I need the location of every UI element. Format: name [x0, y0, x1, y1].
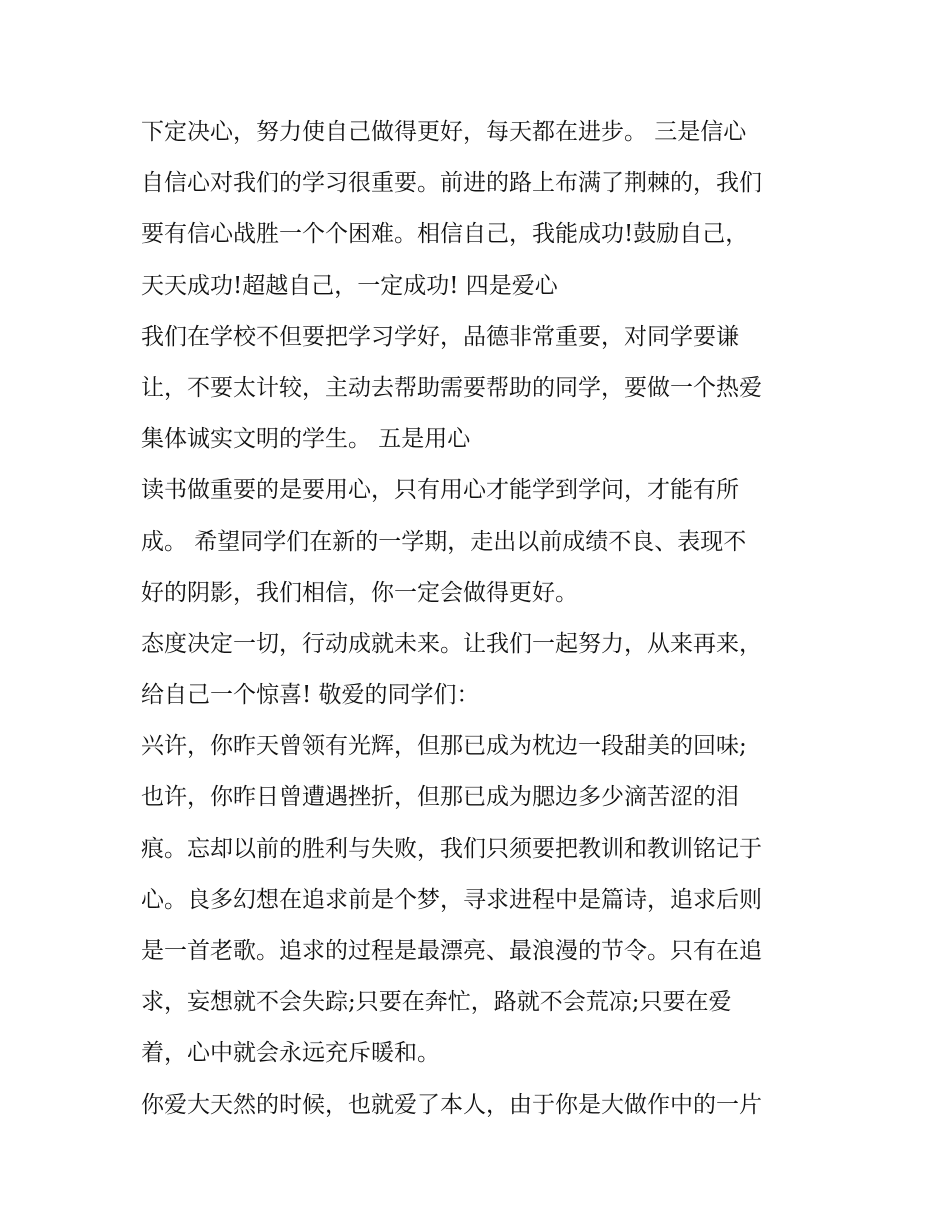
text-line: 成。 希望同学们在新的一学期，走出以前成绩不良、表现不 — [141, 528, 747, 555]
text-line: 着，心中就会永远充斥暖和。 — [141, 1040, 440, 1067]
text-line: 你爱大天然的时候，也就爱了本人，由于你是大做作中的一片 — [141, 1091, 762, 1118]
text-line: 集体诚实文明的学生。 五是用心 — [141, 426, 471, 453]
text-line: 自信心对我们的学习很重要。前进的路上布满了荆棘的，我们 — [141, 170, 762, 197]
text-line: 也许，你昨日曾遭遇挫折，但那已成为腮边多少滴苦涩的泪 — [141, 784, 739, 811]
text-line: 兴许，你昨天曾领有光辉，但那已成为枕边一段甜美的回味; — [141, 733, 747, 760]
text-line: 给自己一个惊喜! 敬爱的同学们： — [141, 682, 480, 709]
text-line: 好的阴影，我们相信，你一定会做得更好。 — [141, 579, 578, 606]
text-line: 要有信心战胜一个个困难。相信自己，我能成功!鼓励自己， — [141, 221, 749, 248]
text-line: 我们在学校不但要把学习学好，品德非常重要，对同学要谦 — [141, 323, 739, 350]
text-line: 是一首老歌。追求的过程是最漂亮、最浪漫的节令。只有在追 — [141, 938, 762, 964]
text-line: 让，不要太计较，主动去帮助需要帮助的同学，要做一个热爱 — [141, 374, 762, 401]
text-line: 痕。忘却以前的胜利与失败，我们只须要把教训和教训铭记于 — [141, 835, 762, 862]
text-line: 读书做重要的是要用心，只有用心才能学到学问，才能有所 — [141, 477, 739, 504]
text-line: 态度决定一切，行动成就未来。让我们一起努力，从来再来， — [141, 630, 762, 657]
text-line: 下定决心，努力使自己做得更好，每天都在进步。 三是信心 — [141, 119, 747, 145]
text-line: 求，妄想就不会失踪;只要在奔忙，路就不会荒凉;只要在爱 — [141, 989, 732, 1016]
text-line: 心。良多幻想在追求前是个梦，寻求进程中是篇诗，追求后则 — [141, 886, 762, 913]
body-text — [141, 107, 821, 1131]
text-line: 天天成功!超越自己，一定成功! 四是爱心 — [141, 272, 558, 299]
